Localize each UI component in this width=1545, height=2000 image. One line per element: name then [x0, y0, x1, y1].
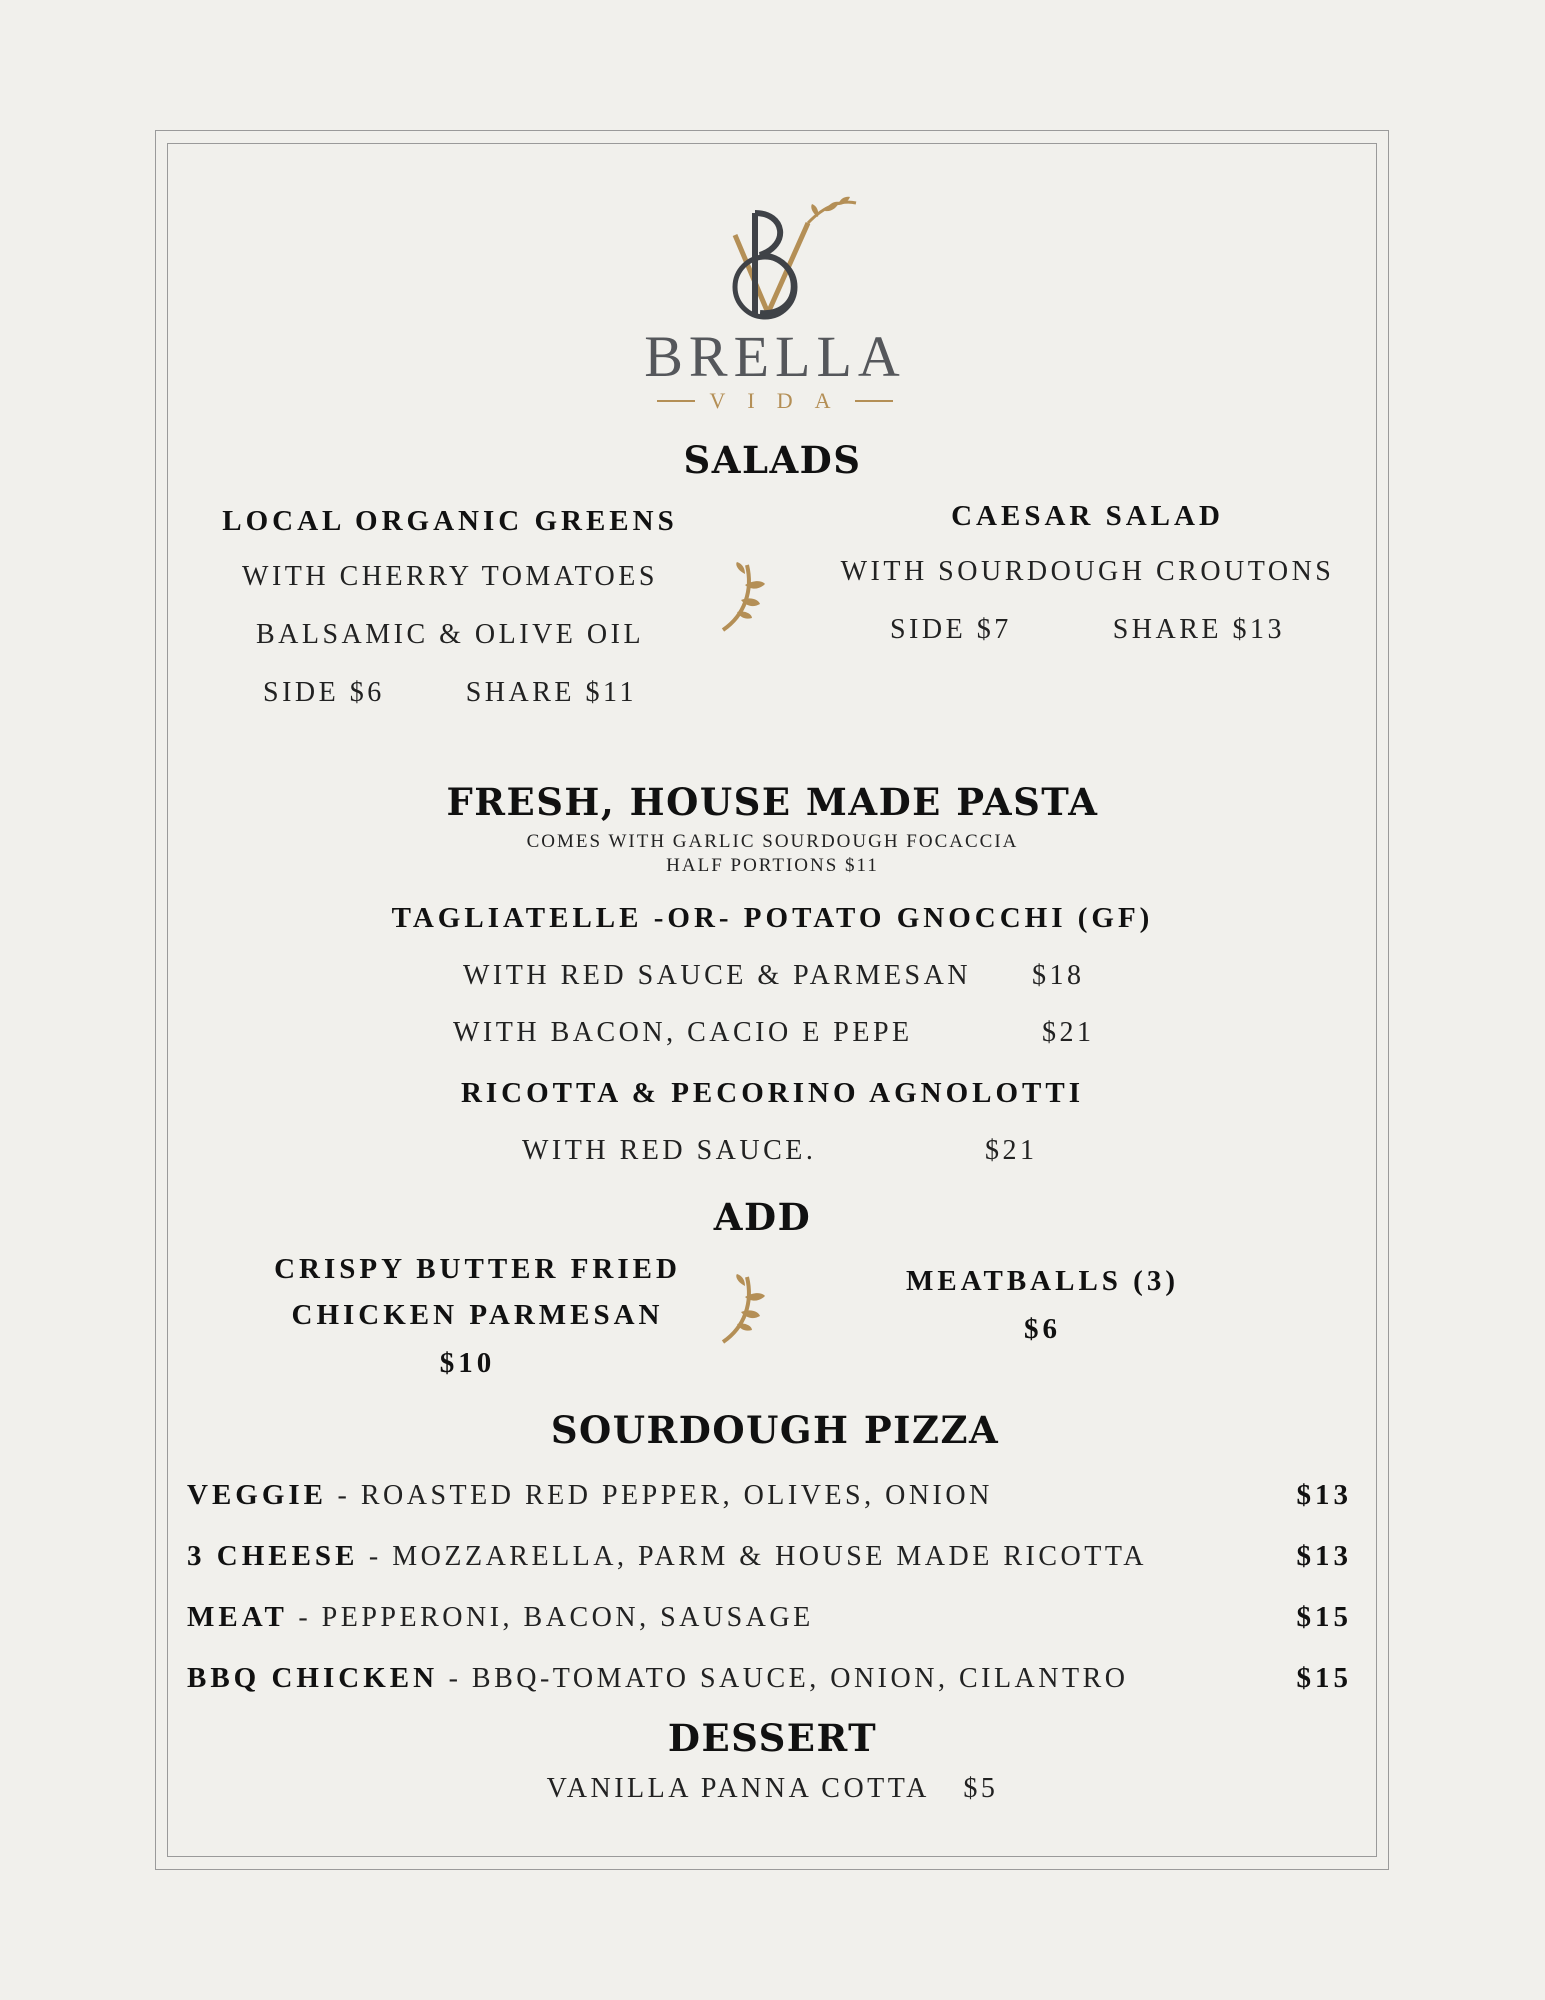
- pasta-note-2: HALF PORTIONS $11: [666, 855, 879, 876]
- pasta-title: FRESH, HOUSE MADE PASTA: [446, 780, 1099, 824]
- monogram-icon: [620, 195, 930, 325]
- dessert-item: VANILLA PANNA COTTA: [546, 1773, 929, 1804]
- pasta-option-1: WITH RED SAUCE & PARMESAN: [463, 960, 972, 991]
- salad-left: [190, 505, 710, 709]
- pizza-row: [187, 1662, 1352, 1702]
- pizza-desc: - MOZZARELLA, PARM & HOUSE MADE RICOTTA: [358, 1541, 1147, 1572]
- salad-left-line2: BALSAMIC & OLIVE OIL: [255, 619, 645, 650]
- salad-right: [820, 500, 1355, 646]
- divider: [855, 400, 893, 402]
- pasta-option-3: WITH RED SAUCE.: [522, 1135, 817, 1166]
- add-left-price: $10: [439, 1347, 496, 1379]
- dessert-price: $5: [963, 1773, 999, 1804]
- pasta-option-2: WITH BACON, CACIO E PEPE: [453, 1017, 913, 1048]
- pizza-desc: - BBQ-TOMATO SAUCE, ONION, CILANTRO: [438, 1663, 1129, 1694]
- logo-sub: VIDA: [709, 388, 853, 413]
- pizza-name: 3 CHEESE: [187, 1540, 359, 1572]
- add-left-line1: CRISPY BUTTER FRIED: [274, 1253, 681, 1285]
- logo: [620, 195, 930, 413]
- pasta-option-1-price: $18: [1032, 960, 1085, 991]
- pasta-note-1: COMES WITH GARLIC SOURDOUGH FOCACCIA: [526, 831, 1019, 852]
- pizza-row: [187, 1601, 1352, 1641]
- pizza-name: VEGGIE: [187, 1479, 328, 1511]
- logo-sub-row: [657, 388, 893, 414]
- pizza-row: [187, 1540, 1352, 1580]
- salad-left-name: LOCAL ORGANIC GREENS: [222, 505, 678, 537]
- add-right-name: MEATBALLS (3): [905, 1265, 1179, 1297]
- salad-left-share: SHARE $11: [465, 677, 637, 708]
- divider: [657, 400, 695, 402]
- pizza-price: $15: [1296, 1601, 1352, 1633]
- pizza-row: [187, 1479, 1352, 1519]
- pasta-option-3-price: $21: [985, 1135, 1038, 1166]
- salad-right-line1: WITH SOURDOUGH CROUTONS: [840, 556, 1335, 587]
- pizza-price: $13: [1296, 1479, 1352, 1511]
- dessert-title: DESSERT: [667, 1716, 878, 1760]
- add-title: ADD: [713, 1195, 812, 1239]
- salad-left-line1: WITH CHERRY TOMATOES: [242, 561, 658, 592]
- salads-title: SALADS: [683, 438, 862, 482]
- add-left: [230, 1253, 725, 1380]
- pizza-desc: - PEPPERONI, BACON, SAUSAGE: [287, 1602, 814, 1633]
- add-right-price: $6: [1024, 1313, 1061, 1345]
- add-right: [850, 1265, 1235, 1346]
- sprig-icon: [715, 1272, 775, 1347]
- pizza-name: MEAT: [187, 1601, 288, 1633]
- dessert-line: [0, 1773, 1545, 1805]
- salad-right-prices: [820, 614, 1355, 646]
- pizza-price: $13: [1296, 1540, 1352, 1572]
- salad-right-name: CAESAR SALAD: [951, 500, 1224, 532]
- pasta-option-2-price: $21: [1042, 1017, 1095, 1048]
- logo-name: BRELLA: [644, 324, 906, 389]
- pizza-price: $15: [1296, 1662, 1352, 1694]
- add-left-line2: CHICKEN PARMESAN: [291, 1299, 664, 1331]
- pasta-item-2: RICOTTA & PECORINO AGNOLOTTI: [460, 1077, 1085, 1109]
- salad-right-share: SHARE $13: [1112, 614, 1286, 645]
- pasta-item-1: TAGLIATELLE -OR- POTATO GNOCCHI (GF): [391, 902, 1154, 934]
- pizza-name: BBQ CHICKEN: [187, 1662, 439, 1694]
- pizza-title: SOURDOUGH PIZZA: [550, 1408, 1000, 1452]
- salad-left-prices: [190, 677, 710, 709]
- sprig-icon: [715, 560, 775, 635]
- pizza-desc: - ROASTED RED PEPPER, OLIVES, ONION: [327, 1480, 993, 1511]
- salad-left-side: SIDE $6: [263, 677, 385, 708]
- salad-right-side: SIDE $7: [889, 614, 1012, 645]
